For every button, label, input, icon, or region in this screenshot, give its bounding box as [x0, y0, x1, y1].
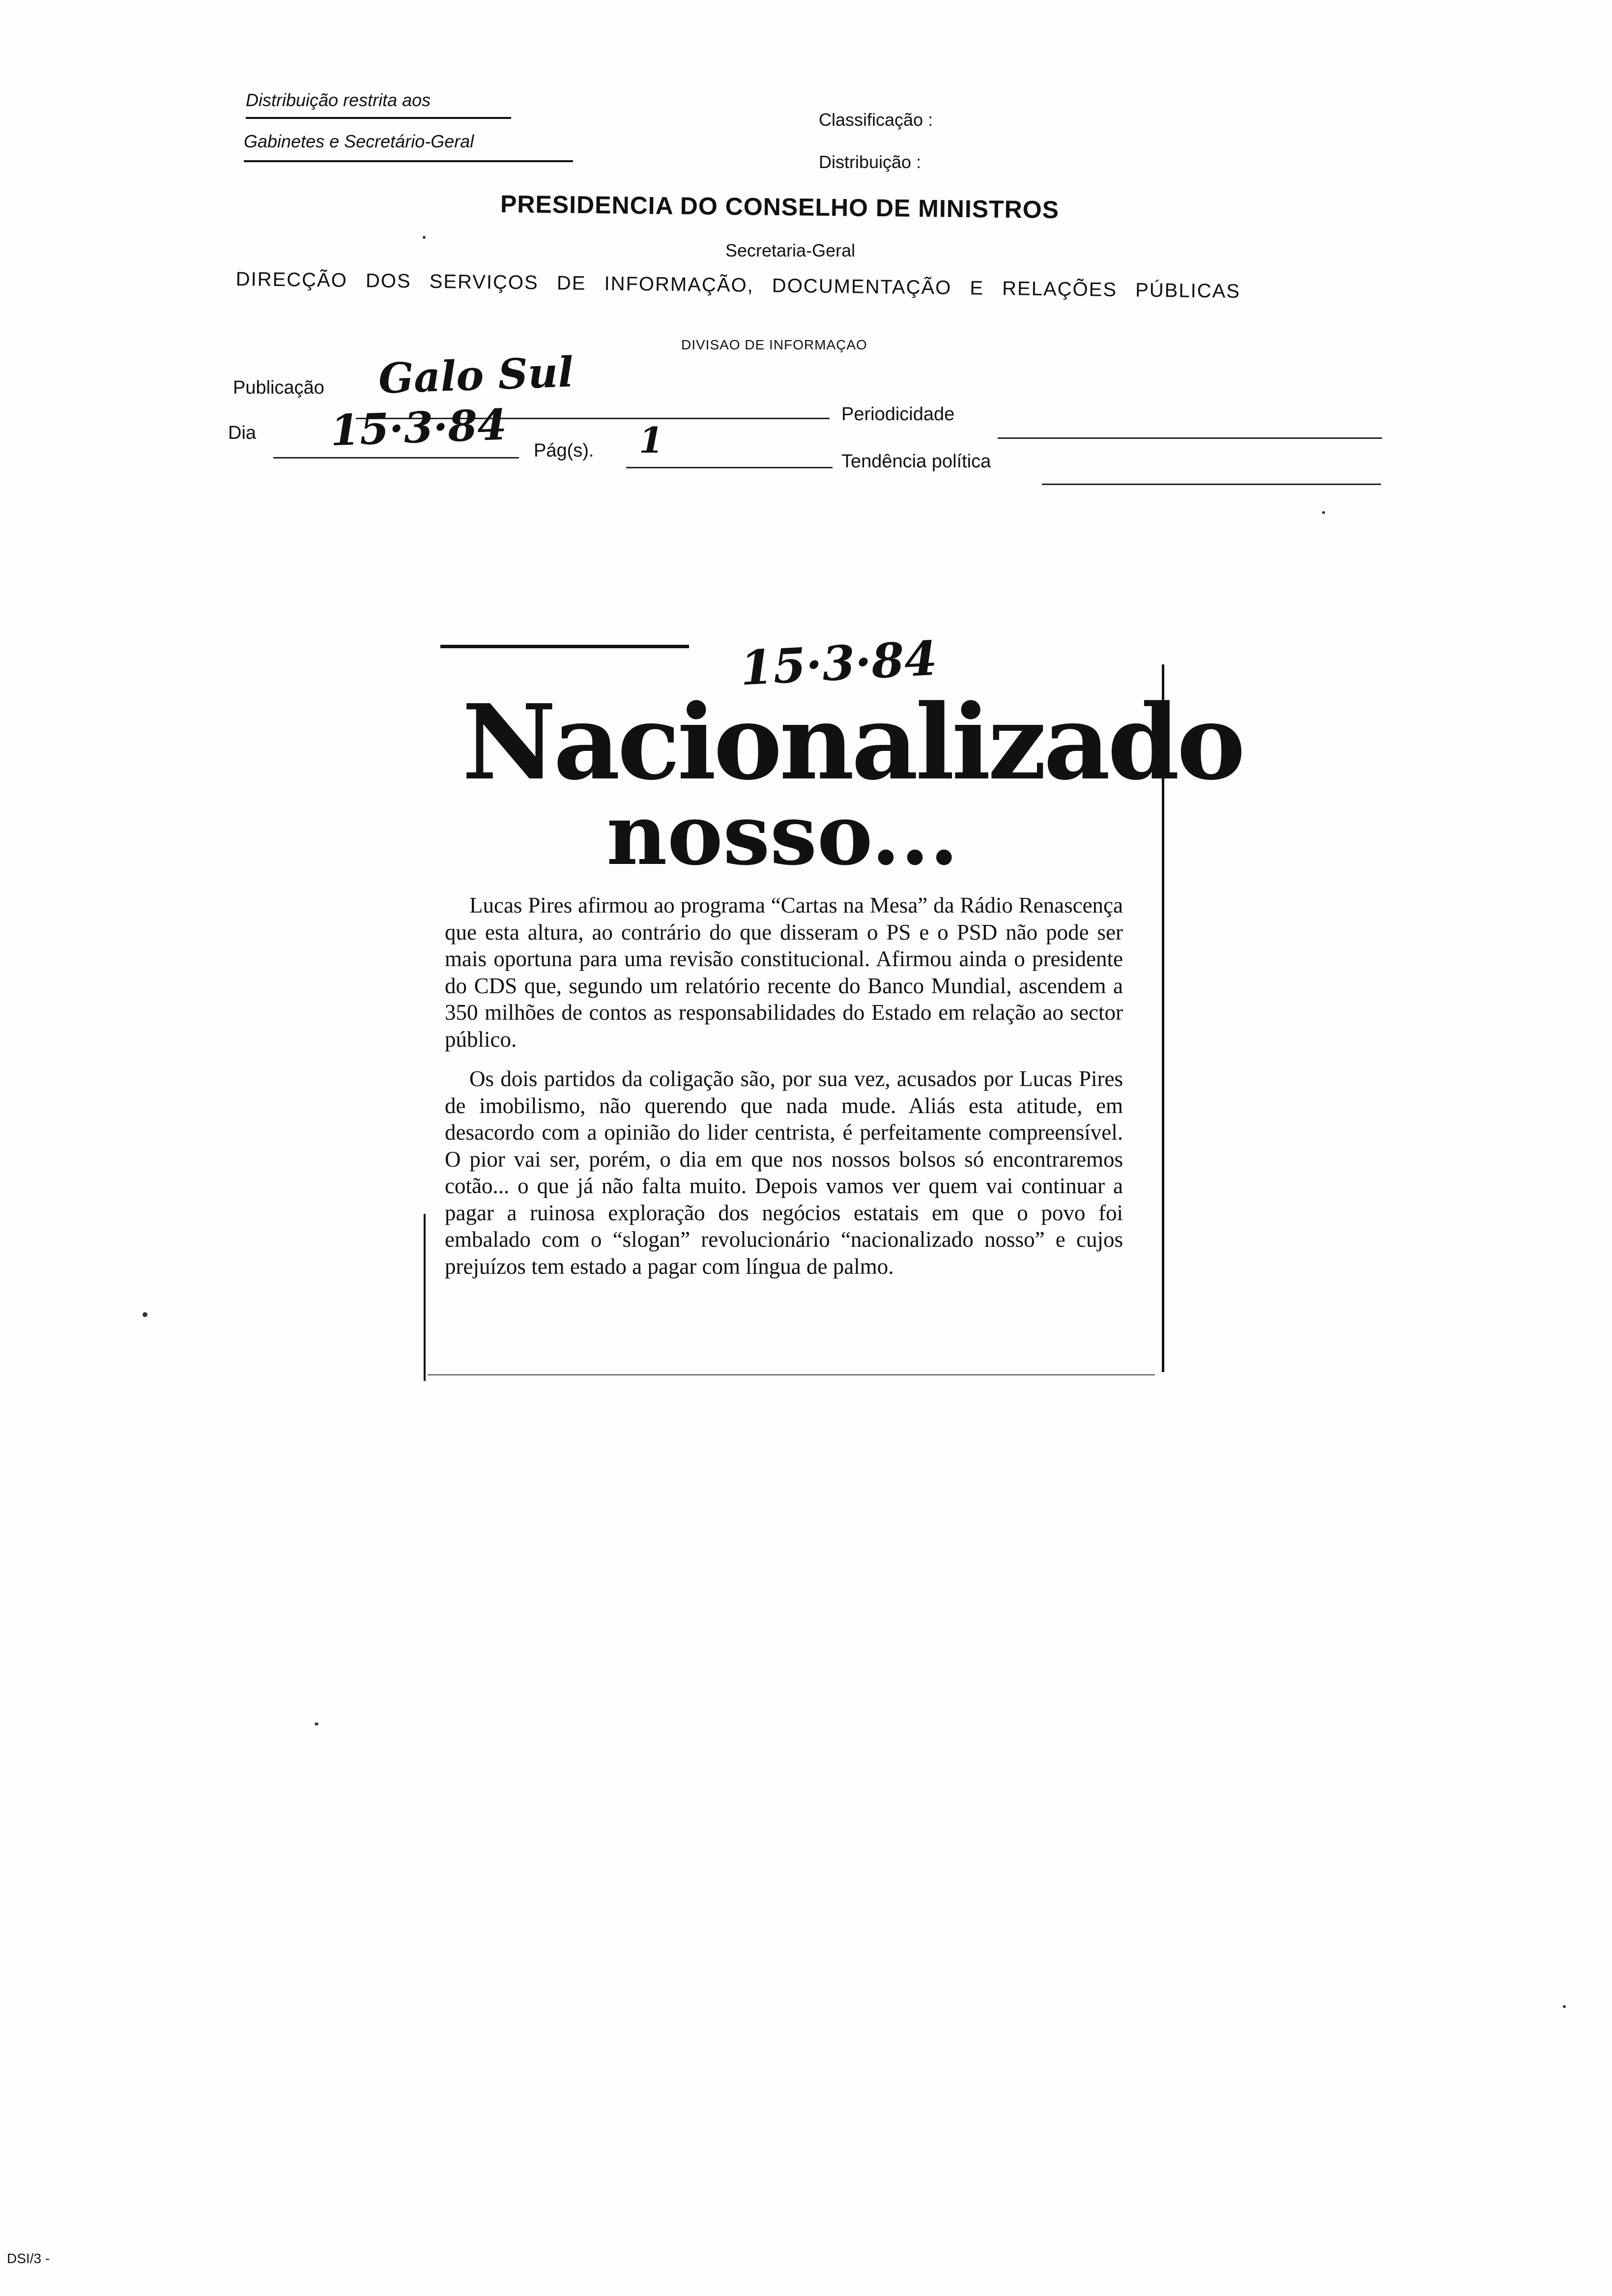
distribution-note-line1: Distribuição restrita aos — [246, 90, 431, 110]
scan-speck — [1563, 2005, 1566, 2008]
scan-speck — [315, 1722, 318, 1725]
periodicity-line — [998, 437, 1382, 439]
tendency-line — [1042, 484, 1381, 485]
publication-value: Galo Sul — [377, 347, 575, 403]
pages-value: 1 — [639, 419, 664, 461]
periodicity-label: Periodicidade — [841, 404, 955, 425]
scan-speck — [143, 1312, 147, 1317]
scan-speck — [423, 236, 426, 239]
header-subtitle: Secretaria-Geral — [725, 240, 856, 260]
distribution-note-underline1 — [246, 117, 511, 119]
header-department: DIRECÇÃO DOS SERVIÇOS DE INFORMAÇÃO, DOCUMENTAÇÃO E RELAÇÕES PÚBLICAS — [235, 268, 1241, 302]
scan-speck — [1322, 511, 1325, 514]
header-title: PRESIDENCIA DO CONSELHO DE MINISTROS — [500, 190, 1060, 224]
clipping-bottom-rule — [428, 1374, 1155, 1376]
article-paragraph-1: Lucas Pires afirmou ao programa “Cartas na Mesa” da Rádio Renascença que esta altura, ao contrário do que disseram o PS e o PSD não pode ser mais oportuna para uma revisão constitucional. Afirmou ainda o presidente do CDS que, segundo um relatório recente do Banco Mundial, ascendem a 350 milhões de contos as responsabilidades do Estado em relação ao sector público. — [445, 893, 1123, 1052]
handwritten-date: 15·3·84 — [739, 630, 939, 696]
clipping-left-rule — [424, 1214, 426, 1381]
form-code: DSI/3 - — [7, 2251, 50, 2266]
distribution-label: Distribuição : — [819, 152, 921, 172]
clipping-top-rule — [440, 645, 689, 648]
article-body — [445, 892, 1123, 1292]
day-label: Dia — [228, 423, 257, 443]
tendency-label: Tendência política — [841, 451, 991, 472]
pages-line — [626, 467, 833, 468]
article-paragraph-2: Os dois partidos da coligação são, por sua vez, acusados por Lucas Pires de imobilismo, não querendo que nada mude. Aliás esta atitude, em desacordo com a opinião do lider centrista, é perfeitamente compreensível. O pior vai ser, porém, o dia em que nos nossos bolsos só encontraremos cotão... o que já não falta muito. Depois vamos ver quem vai continuar a pagar a ruinosa exploração dos negócios estatais em que o povo foi embalado com o “slogan” revolucionário “nacionalizado nosso” e cujos prejuízos tem estado a pagar com língua de palmo. — [445, 1066, 1123, 1279]
day-value: 15·3·84 — [329, 400, 508, 456]
distribution-note-line2: Gabinetes e Secretário-Geral — [244, 131, 474, 151]
headline-line2: nosso... — [606, 786, 959, 884]
headline-line1: Nacionalizado — [462, 682, 1243, 803]
distribution-note-underline2 — [244, 160, 573, 162]
pages-label: Pág(s). — [534, 440, 594, 461]
header-division: DIVISAO DE INFORMAÇAO — [681, 337, 867, 352]
day-line — [273, 457, 519, 459]
publication-label: Publicação — [233, 377, 324, 398]
classification-label: Classificação : — [819, 110, 933, 130]
